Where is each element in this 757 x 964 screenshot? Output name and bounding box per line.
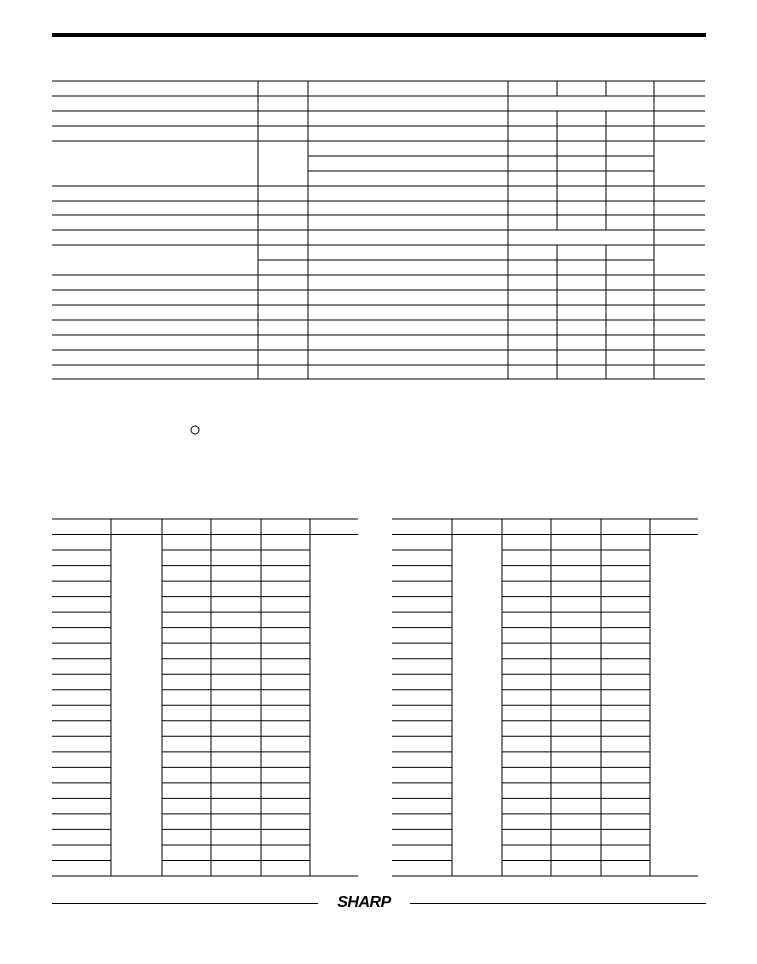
sharp-logo: SHARP — [318, 893, 410, 913]
